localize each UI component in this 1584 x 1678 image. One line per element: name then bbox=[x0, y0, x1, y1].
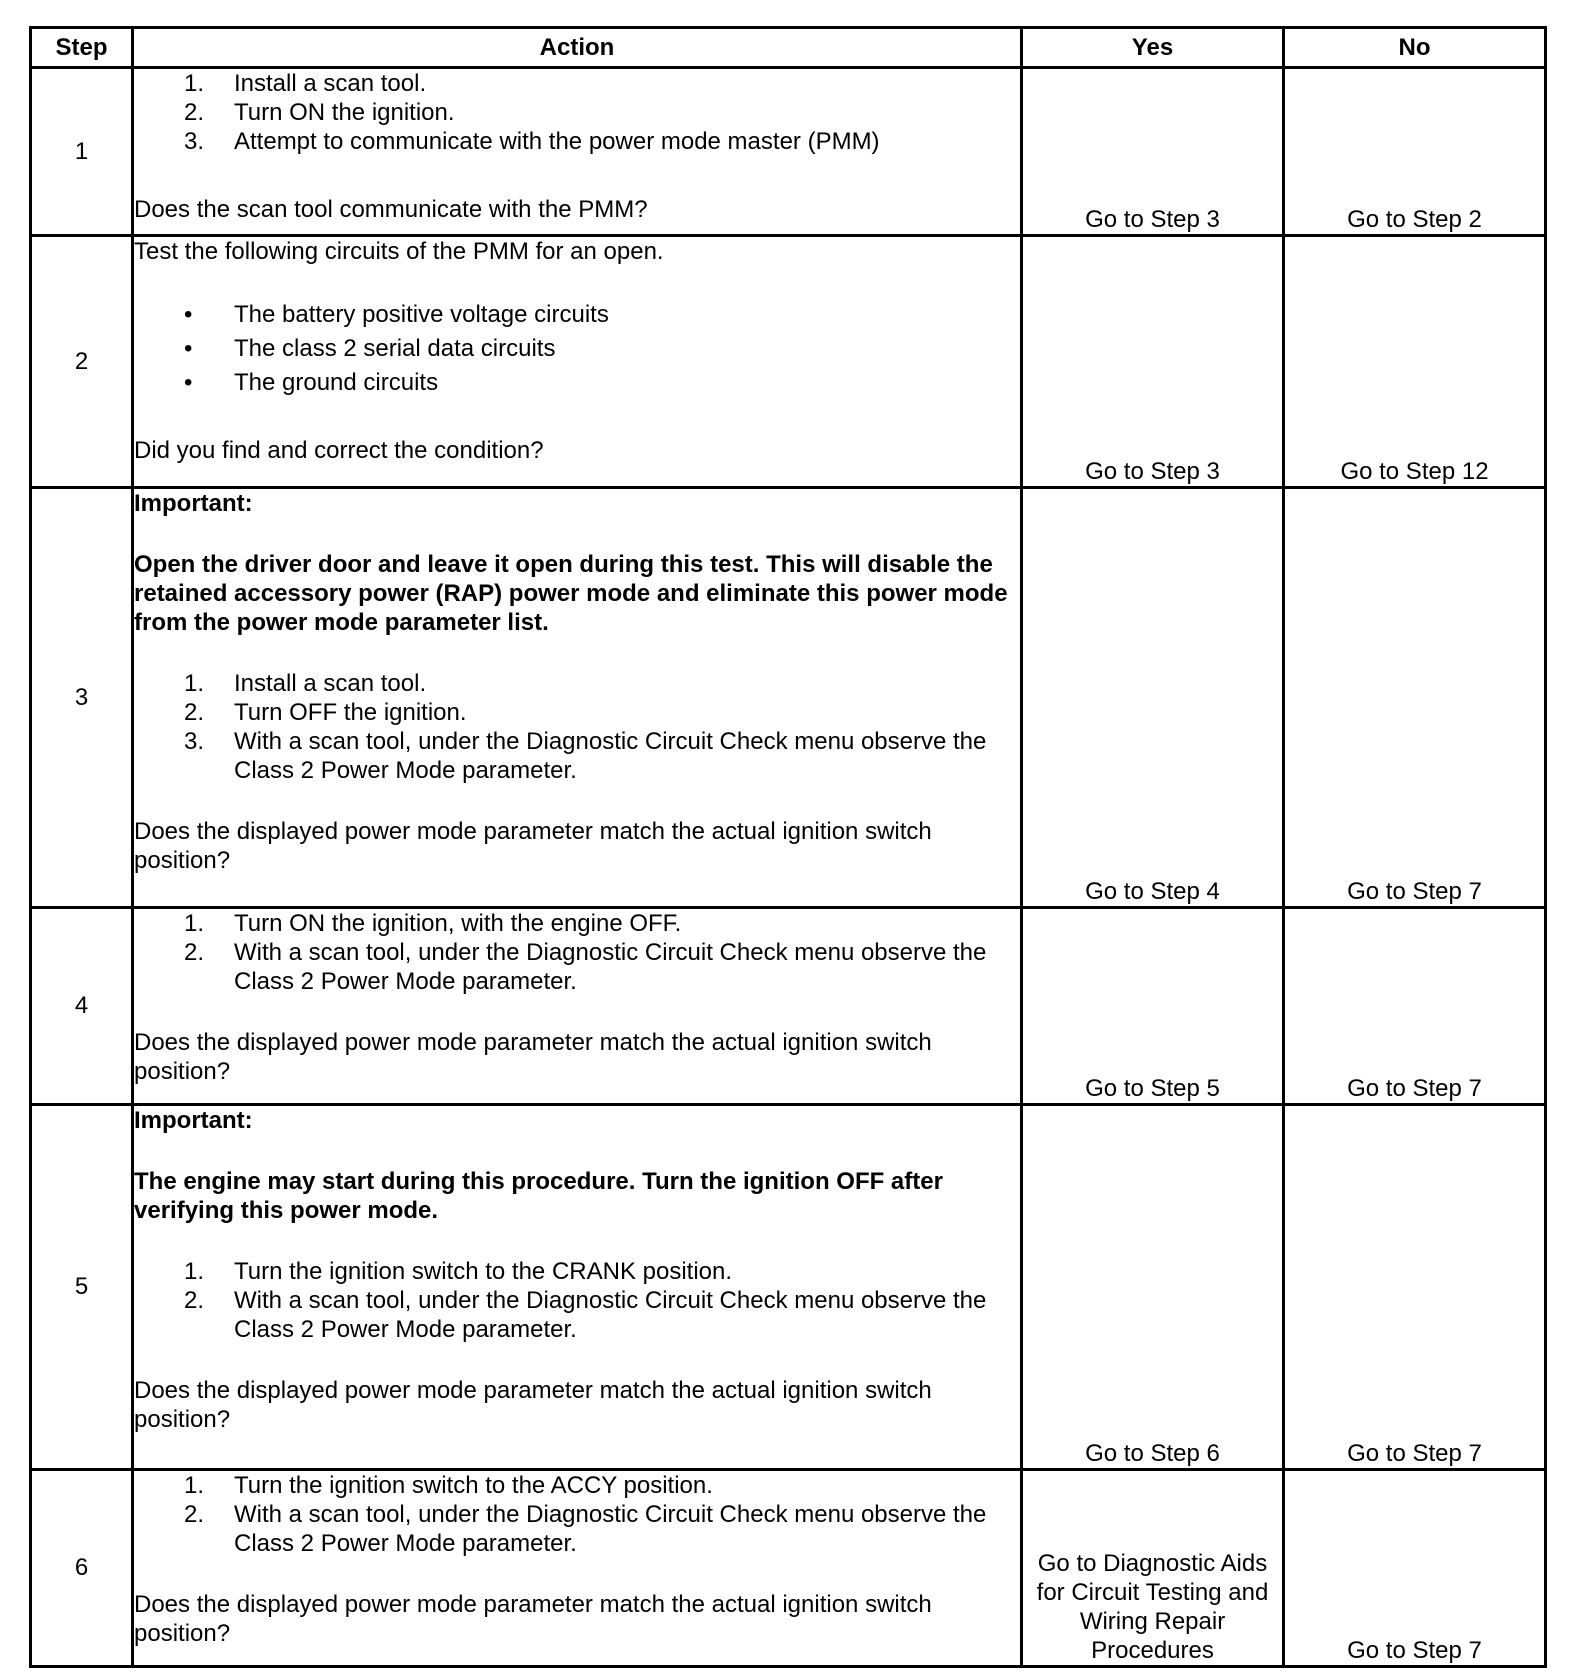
step-item-text: Install a scan tool. bbox=[234, 670, 427, 697]
table-row bbox=[31, 236, 1546, 488]
circuit-list bbox=[134, 298, 1020, 400]
step-number: 2 bbox=[31, 236, 133, 488]
step-number: 1 bbox=[31, 68, 133, 236]
action-step bbox=[184, 1286, 1020, 1344]
action-step bbox=[184, 1500, 1020, 1558]
step-item-text: Turn the ignition switch to the CRANK position. bbox=[234, 1258, 733, 1285]
step-item-number: 2. bbox=[184, 939, 205, 966]
yes-result: Go to Step 3 bbox=[1022, 236, 1284, 488]
header-step: Step bbox=[31, 28, 133, 68]
no-result: Go to Step 2 bbox=[1284, 68, 1546, 236]
action-step bbox=[184, 69, 1020, 98]
step-item-text: Turn the ignition switch to the ACCY position. bbox=[234, 1472, 713, 1499]
action-question: Does the displayed power mode parameter match the actual ignition switch position? bbox=[134, 1029, 932, 1085]
action-question: Does the displayed power mode parameter match the actual ignition switch position? bbox=[134, 1591, 932, 1647]
step-number: 3 bbox=[31, 488, 133, 908]
yes-result: Go to Step 3 bbox=[1022, 68, 1284, 236]
action-intro: Test the following circuits of the PMM for an open. bbox=[134, 238, 664, 265]
table-row bbox=[31, 1105, 1546, 1470]
action-cell bbox=[133, 68, 1022, 236]
important-text: Open the driver door and leave it open during this test. This will disable the retained accessory power (RAP) power mode and eliminate this power mode from the power mode parameter list. bbox=[134, 551, 1008, 636]
action-step bbox=[184, 98, 1020, 127]
step-number: 5 bbox=[31, 1105, 133, 1470]
header-row bbox=[31, 28, 1546, 68]
yes-result: Go to Step 5 bbox=[1022, 908, 1284, 1105]
list-item: • The class 2 serial data circuits bbox=[184, 332, 1020, 366]
action-question: Did you find and correct the condition? bbox=[134, 437, 544, 464]
list-item: • The battery positive voltage circuits bbox=[184, 298, 1020, 332]
list-item: • The ground circuits bbox=[184, 366, 1020, 400]
step-item-text: Attempt to communicate with the power mode master (PMM) bbox=[234, 128, 880, 155]
step-item-text: Install a scan tool. bbox=[234, 70, 427, 97]
step-number: 4 bbox=[31, 908, 133, 1105]
step-item-number: 1. bbox=[184, 70, 205, 97]
action-step bbox=[184, 669, 1020, 698]
action-step bbox=[184, 727, 1020, 785]
table-row bbox=[31, 908, 1546, 1105]
important-text: The engine may start during this procedure. Turn the ignition OFF after verifying this power mode. bbox=[134, 1168, 943, 1224]
action-step bbox=[184, 909, 1020, 938]
step-item-number: 2. bbox=[184, 699, 205, 726]
header-action: Action bbox=[133, 28, 1022, 68]
step-item-number: 3. bbox=[184, 128, 205, 155]
yes-result: Go to Step 4 bbox=[1022, 488, 1284, 908]
action-steps bbox=[134, 1257, 1020, 1344]
action-step bbox=[184, 127, 1020, 156]
important-label: Important: bbox=[134, 1107, 253, 1134]
action-question: Does the displayed power mode parameter match the actual ignition switch position? bbox=[134, 818, 932, 874]
step-item-number: 1. bbox=[184, 1472, 205, 1499]
step-item-text: Turn ON the ignition. bbox=[234, 99, 455, 126]
step-item-number: 2. bbox=[184, 1287, 205, 1314]
action-step bbox=[184, 698, 1020, 727]
action-steps bbox=[134, 909, 1020, 996]
action-step bbox=[184, 938, 1020, 996]
table-row bbox=[31, 1470, 1546, 1667]
action-steps bbox=[134, 69, 1020, 156]
action-cell bbox=[133, 236, 1022, 488]
no-result: Go to Step 7 bbox=[1284, 1105, 1546, 1470]
step-item-text: With a scan tool, under the Diagnostic Circuit Check menu observe the Class 2 Power Mode parameter. bbox=[234, 728, 987, 784]
no-result: Go to Step 7 bbox=[1284, 1470, 1546, 1667]
step-item-text: Turn ON the ignition, with the engine OFF. bbox=[234, 910, 682, 937]
step-item-number: 3. bbox=[184, 728, 205, 755]
step-number: 6 bbox=[31, 1470, 133, 1667]
action-step bbox=[184, 1471, 1020, 1500]
diagnostic-table bbox=[29, 26, 1547, 1668]
action-question: Does the scan tool communicate with the PMM? bbox=[134, 196, 648, 223]
no-result: Go to Step 7 bbox=[1284, 908, 1546, 1105]
action-cell bbox=[133, 1105, 1022, 1470]
step-item-text: Turn OFF the ignition. bbox=[234, 699, 467, 726]
step-item-text: With a scan tool, under the Diagnostic Circuit Check menu observe the Class 2 Power Mode parameter. bbox=[234, 939, 987, 995]
step-item-text: With a scan tool, under the Diagnostic Circuit Check menu observe the Class 2 Power Mode parameter. bbox=[234, 1501, 987, 1557]
action-cell bbox=[133, 1470, 1022, 1667]
table-row bbox=[31, 68, 1546, 236]
step-item-number: 2. bbox=[184, 1501, 205, 1528]
action-cell bbox=[133, 908, 1022, 1105]
step-item-number: 2. bbox=[184, 99, 205, 126]
step-item-number: 1. bbox=[184, 910, 205, 937]
no-result: Go to Step 7 bbox=[1284, 488, 1546, 908]
no-result: Go to Step 12 bbox=[1284, 236, 1546, 488]
table-row bbox=[31, 488, 1546, 908]
action-cell bbox=[133, 488, 1022, 908]
step-item-number: 1. bbox=[184, 1258, 205, 1285]
header-yes: Yes bbox=[1022, 28, 1284, 68]
action-step bbox=[184, 1257, 1020, 1286]
action-question: Does the displayed power mode parameter match the actual ignition switch position? bbox=[134, 1377, 932, 1433]
yes-result: Go to Step 6 bbox=[1022, 1105, 1284, 1470]
step-item-text: With a scan tool, under the Diagnostic Circuit Check menu observe the Class 2 Power Mode parameter. bbox=[234, 1287, 987, 1343]
action-steps bbox=[134, 1471, 1020, 1558]
step-item-number: 1. bbox=[184, 670, 205, 697]
header-no: No bbox=[1284, 28, 1546, 68]
action-steps bbox=[134, 669, 1020, 785]
yes-result: Go to Diagnostic Aids for Circuit Testing and Wiring Repair Procedures bbox=[1022, 1470, 1284, 1667]
important-label: Important: bbox=[134, 490, 253, 517]
